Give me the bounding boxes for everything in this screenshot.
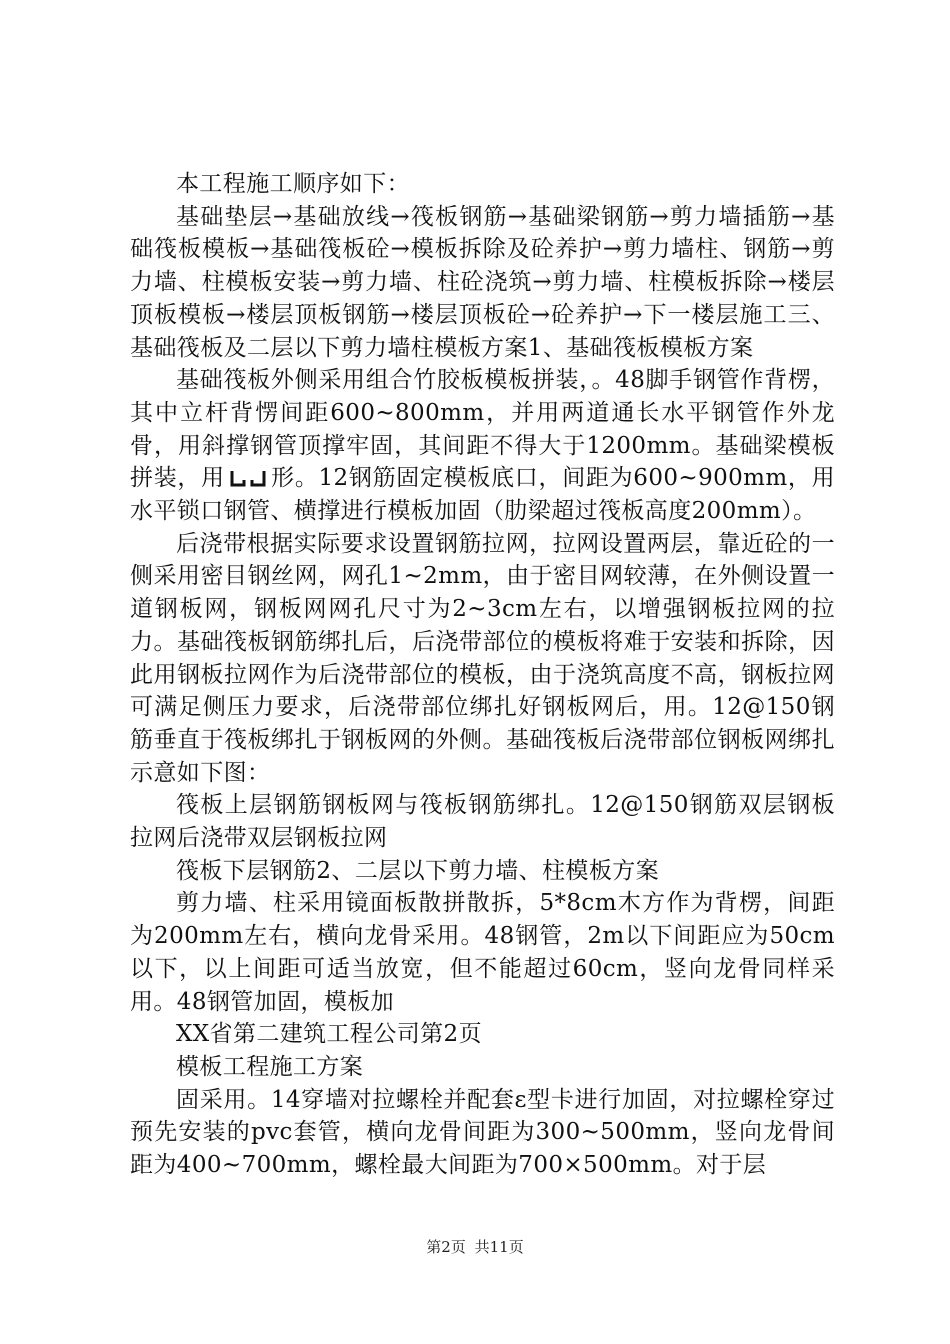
paragraph-post-cast-strip: 后浇带根据实际要求设置钢筋拉网，拉网设置两层，靠近砼的一侧采用密目钢丝网，网孔1~2mm，由于密目网较薄，在外侧设置一道钢板网，钢板网网孔尺寸为2~3cm左右，以增强钢板拉网的拉力。基础筏板钢筋绑扎后，后浇带部位的模板将难于安装和拆除，因此用钢板拉网作为后浇带部位的模板，由于浇筑高度不高，钢板拉网可满足侧压力要求，后浇带部位绑扎好钢板网后，用。12@150钢筋垂直于筏板绑扎于钢板网的外侧。基础筏板后浇带部位钢板网绑扎示意如下图： bbox=[130, 530, 835, 786]
paragraph-shear-wall-formwork: 剪力墙、柱采用镜面板散拼散拆，5*8cm木方作为背楞，间距为200mm左右，横向龙骨采用。48钢管，2m以下间距应为50cm以下，以上间距可适当放宽，但不能超过60cm，竖向龙骨同样采用。48钢管加固，模板加 bbox=[130, 890, 835, 1015]
paragraph-raft-formwork bbox=[130, 364, 835, 528]
paragraph-intro: 本工程施工顺序如下： bbox=[176, 171, 410, 197]
page-total: 共11页 bbox=[474, 1238, 524, 1256]
channel-bracket-icon bbox=[229, 469, 267, 489]
page-footer bbox=[0, 1236, 950, 1257]
paragraph-figure-label-upper: 筏板上层钢筋钢板网与筏板钢筋绑扎。12@150钢筋双层钢板拉网后浇带双层钢板拉网 bbox=[130, 792, 835, 852]
document-body bbox=[130, 168, 835, 1182]
paragraph-company-page-header: XX省第二建筑工程公司第2页 bbox=[176, 1021, 482, 1048]
page-number: 第2页 bbox=[426, 1238, 466, 1256]
paragraph-figure-label-lower: 筏板下层钢筋2、二层以下剪力墙、柱模板方案 bbox=[176, 857, 660, 884]
raft-formwork-text-after: 形。12钢筋固定模板底口，间距为600~900mm，用水平锁口钢管、横撑进行模板加固（肋梁超过筏板高度200mm）。 bbox=[130, 465, 835, 525]
paragraph-tie-bolts: 固采用。14穿墙对拉螺栓并配套ε型卡进行加固，对拉螺栓穿过预先安装的pvc套管，横向龙骨间距为300~500mm，竖向龙骨间距为400~700mm，螺栓最大间距为700×500mm。对于层 bbox=[130, 1086, 835, 1179]
raft-formwork-text-before: 基础筏板外侧采用组合竹胶板模板拼装，。48脚手钢管作背楞，其中立杆背愣间距600~800mm，并用两道通长水平钢管作外龙骨，用斜撑钢管顶撑牢固，其间距不得大于1200mm。基础梁模板拼装，用 bbox=[130, 367, 835, 492]
paragraph-document-title: 模板工程施工方案 bbox=[176, 1053, 364, 1080]
paragraph-construction-sequence: 基础垫层→基础放线→筏板钢筋→基础梁钢筋→剪力墙插筋→基础筏板模板→基础筏板砼→模板拆除及砼养护→剪力墙柱、钢筋→剪力墙、柱模板安装→剪力墙、柱砼浇筑→剪力墙、柱模板拆除→楼层顶板模板→楼层顶板钢筋→楼层顶板砼→砼养护→下一楼层施工三、基础筏板及二层以下剪力墙柱模板方案1、基础筏板模板方案 bbox=[130, 203, 835, 361]
